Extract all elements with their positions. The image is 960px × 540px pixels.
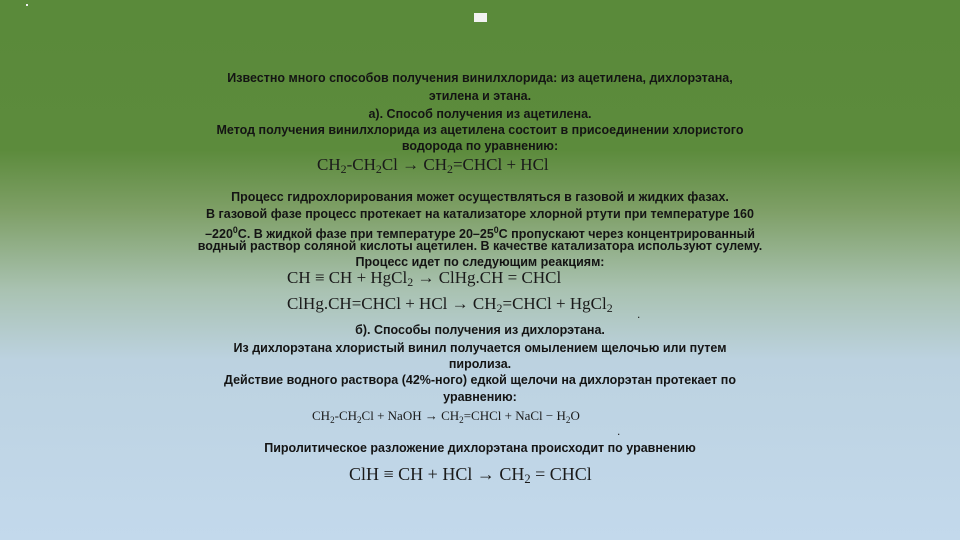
equation-2: CH ≡ CH + HgCl$_2$ → ClHg.CH = CHCl bbox=[287, 268, 562, 289]
intro-line-1: Известно много способов получения винилхлорида: из ацетилена, дихлорэтана, bbox=[227, 71, 733, 85]
process-line-3: $-220^0С$. В жидкой фазе при температуре $20-25^0С$ пропускают через концентрированный bbox=[205, 225, 755, 241]
equation-3-dot: . bbox=[637, 307, 641, 321]
process-line-4: водный раствор соляной кислоты ацетилен. В качестве катализатора используют сулему. bbox=[197, 239, 763, 253]
intro-line-5: водорода по уравнению: bbox=[401, 139, 559, 153]
equation-4: $CH_2-CH_2Cl$ + NaOH → $CH_2=CHCl$ + NaCl − $H_2O$ bbox=[312, 408, 580, 425]
equation-1: $CH_2-CH_2Cl$ → $CH_2=CHCl$ + HCl bbox=[317, 155, 549, 176]
corner-dot bbox=[26, 4, 28, 6]
dichloroethane-line-5: уравнению: bbox=[443, 390, 517, 404]
process-line-2: В газовой фазе процесс протекает на катализаторе хлорной ртути при температуре 160 bbox=[206, 207, 754, 221]
equation-4-dot: . bbox=[617, 424, 621, 438]
pyrolysis-line-1: Пиролитическое разложение дихлорэтана происходит по уравнению bbox=[264, 441, 696, 455]
process-line-5: Процесс идет по следующим реакциям: bbox=[355, 255, 605, 269]
white-rectangle-mark bbox=[474, 13, 487, 22]
equation-5: ClH ≡ CH + HCl → $CH_2$ = CHCl bbox=[349, 464, 592, 486]
process-line-1: Процесс гидрохлорирования может осуществляться в газовой и жидких фазах. bbox=[231, 190, 729, 204]
dichloroethane-line-3: пиролиза. bbox=[448, 357, 512, 371]
dichloroethane-line-2: Из дихлорэтана хлористый винил получается омылением щелочью или путем bbox=[233, 341, 727, 355]
dichloroethane-line-4: Действие водного раствора (42%-ного) едкой щелочи на дихлорэтан протекает по bbox=[224, 373, 736, 387]
intro-line-3: а). Способ получения из ацетилена. bbox=[368, 107, 592, 121]
equation-3: ClHg.CH=CHCl + HCl → $CH_2=CHCl$ + HgCl$_2$ bbox=[287, 294, 613, 315]
intro-line-4: Метод получения винилхлорида из ацетилена состоит в присоединении хлористого bbox=[216, 123, 744, 137]
intro-line-2: этилена и этана. bbox=[428, 89, 532, 103]
dichloroethane-line-1: б). Способы получения из дихлорэтана. bbox=[355, 323, 605, 337]
